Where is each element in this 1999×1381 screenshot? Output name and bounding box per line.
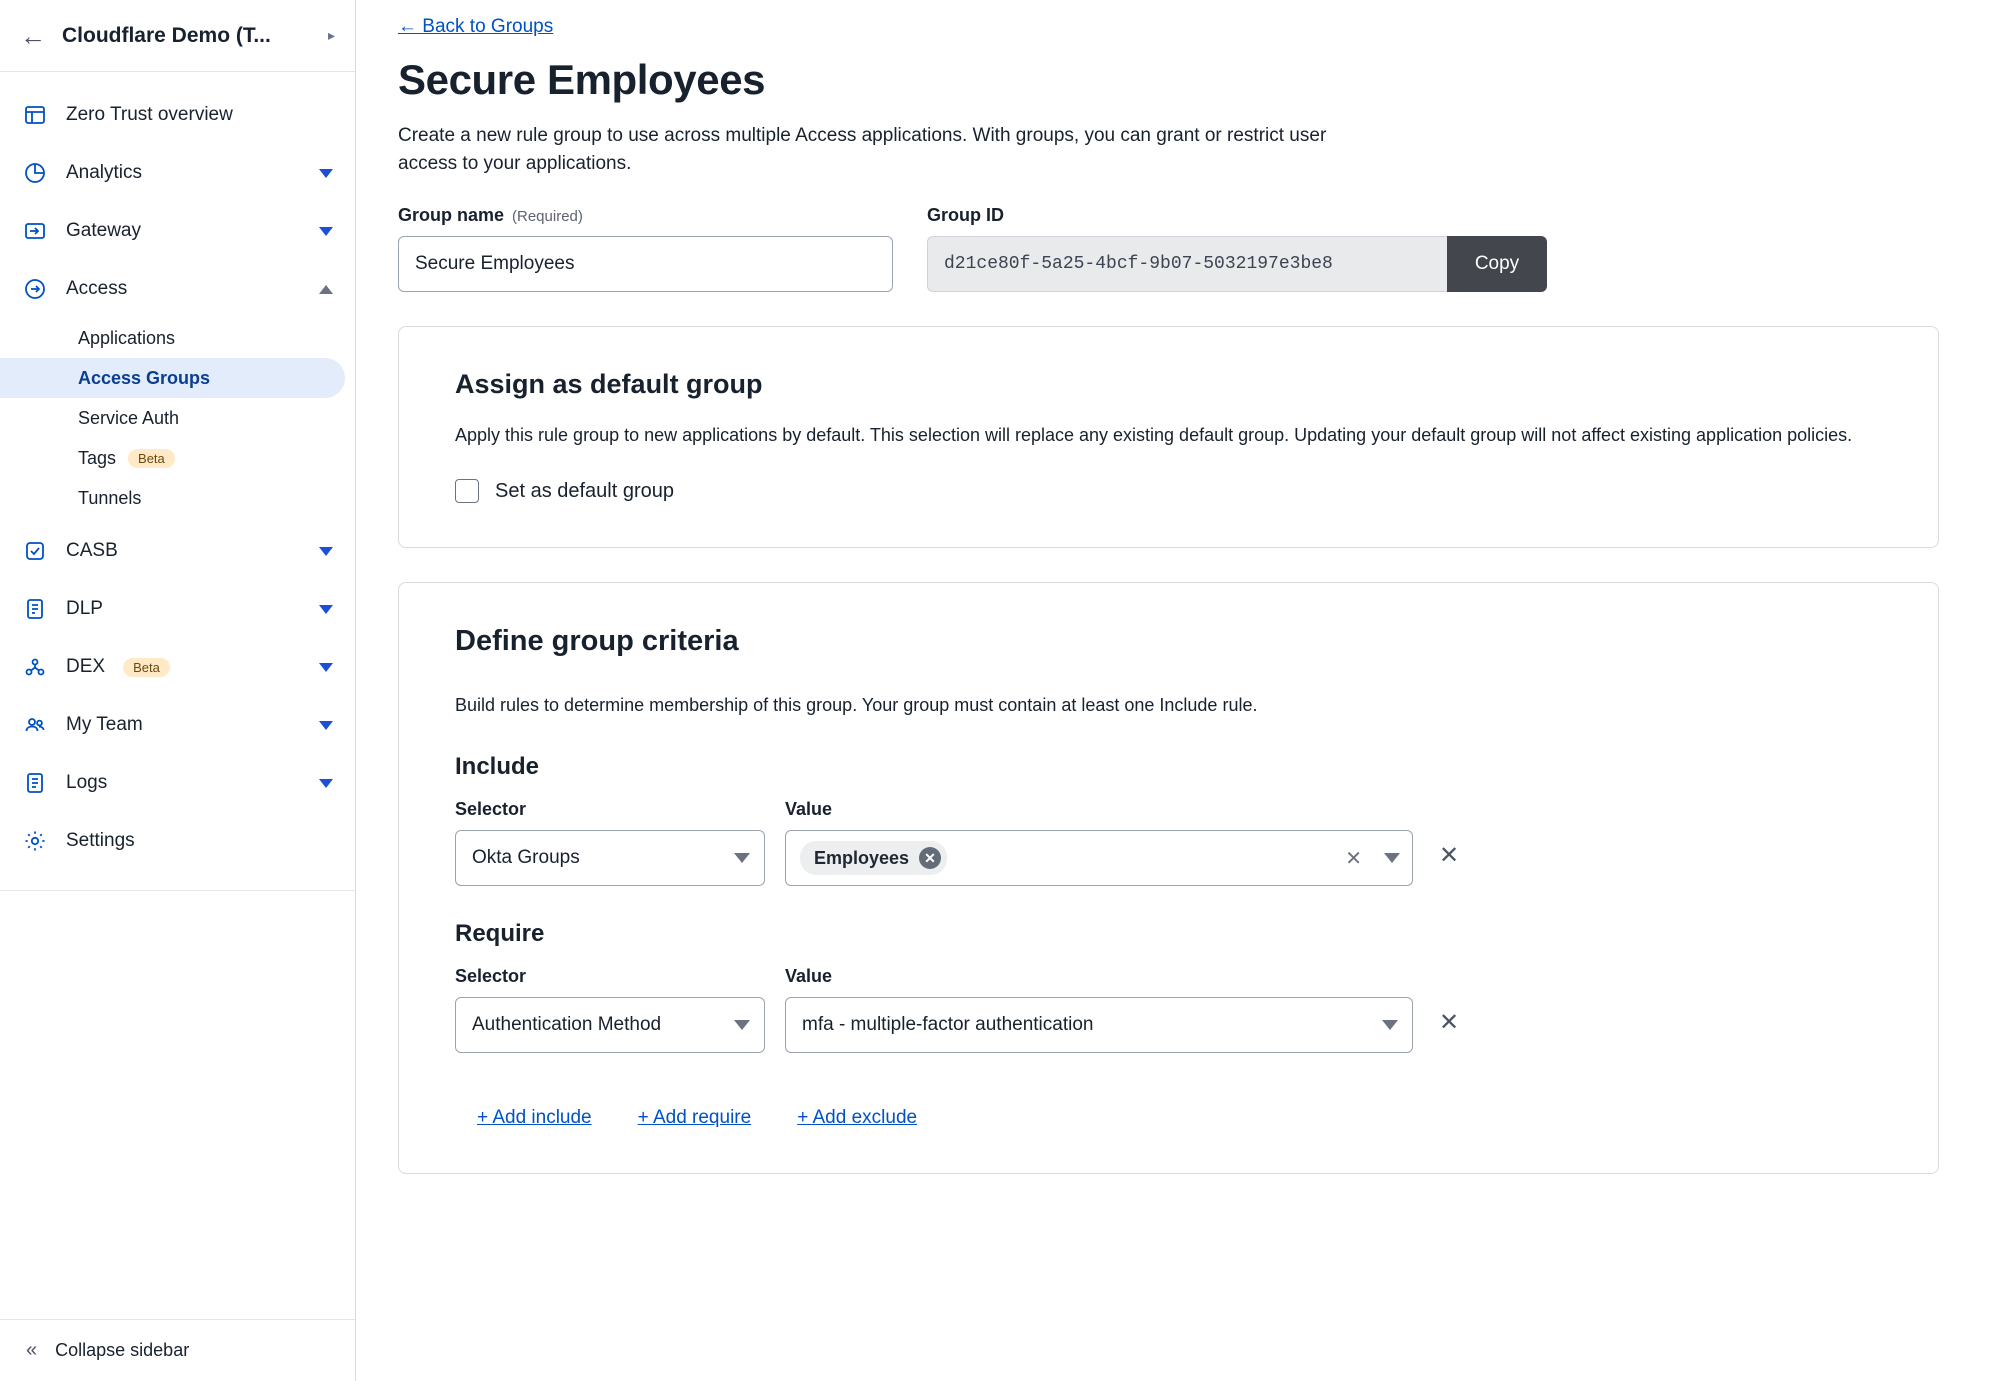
sidebar-item-label: Settings bbox=[66, 830, 135, 851]
default-group-body: Apply this rule group to new applications by default. This selection will replace any existing default group. Updating your default group will not affect existing application policies. bbox=[455, 425, 1853, 446]
include-value-label: Value bbox=[785, 799, 833, 820]
back-to-groups-link[interactable]: ← Back to Groups bbox=[398, 16, 554, 37]
casb-icon bbox=[22, 538, 48, 564]
sidebar-item-label: Logs bbox=[66, 772, 108, 793]
group-name-label: Group name bbox=[398, 205, 505, 226]
require-rule-row bbox=[455, 966, 1886, 1053]
sidebar-item-gateway[interactable] bbox=[0, 202, 355, 260]
require-value-wrap bbox=[785, 966, 1413, 1053]
sidebar-subitem-label: Tunnels bbox=[78, 487, 142, 508]
require-value-dropdown[interactable] bbox=[785, 997, 1413, 1053]
sidebar-item-label: CASB bbox=[66, 540, 118, 561]
include-selector-value: Okta Groups bbox=[472, 847, 580, 869]
sidebar-subitem-label: Access Groups bbox=[78, 367, 211, 388]
group-id-label: Group ID bbox=[927, 205, 1004, 226]
add-rule-actions bbox=[455, 1107, 1886, 1129]
copy-group-id-button[interactable]: Copy bbox=[1447, 236, 1547, 292]
sidebar-item-dlp[interactable] bbox=[0, 580, 355, 638]
assign-default-group-card bbox=[398, 326, 1939, 548]
page-title: Secure Employees bbox=[398, 56, 766, 103]
require-heading: Require bbox=[455, 920, 545, 948]
define-group-criteria-card bbox=[398, 582, 1939, 1174]
analytics-icon bbox=[22, 160, 48, 186]
chevron-down-icon bbox=[734, 1020, 750, 1030]
gateway-icon bbox=[22, 218, 48, 244]
sidebar-item-service-auth[interactable] bbox=[0, 398, 345, 438]
sidebar-item-access-groups[interactable] bbox=[0, 358, 345, 398]
chevron-down-icon[interactable] bbox=[1384, 853, 1400, 863]
include-selector-dropdown[interactable] bbox=[455, 830, 765, 886]
chevron-down-icon[interactable] bbox=[319, 721, 333, 730]
group-name-field-wrap bbox=[398, 205, 893, 292]
include-value-multiselect[interactable] bbox=[785, 830, 1413, 886]
add-include-link[interactable]: + Add include bbox=[477, 1107, 592, 1129]
chevron-down-icon bbox=[1382, 1020, 1398, 1030]
collapse-sidebar-button[interactable] bbox=[0, 1319, 355, 1381]
access-icon bbox=[22, 276, 48, 302]
include-value-wrap bbox=[785, 799, 1413, 886]
sidebar-item-label: Zero Trust overview bbox=[66, 104, 233, 125]
sidebar-divider bbox=[0, 890, 355, 891]
sidebar-item-tags[interactable] bbox=[0, 438, 345, 478]
chevrons-left-icon: « bbox=[26, 1339, 38, 1361]
default-group-title: Assign as default group bbox=[455, 369, 763, 400]
remove-include-rule-icon[interactable]: ✕ bbox=[1439, 842, 1460, 870]
include-selector-wrap bbox=[455, 799, 765, 886]
criteria-title: Define group criteria bbox=[455, 625, 739, 658]
page-description: Create a new rule group to use across multiple Access applications. With groups, you can grant or restrict user access to your applications. bbox=[398, 125, 1327, 174]
sidebar-subitem-label: Service Auth bbox=[78, 407, 180, 428]
group-id-label-row bbox=[927, 205, 1547, 226]
sidebar-subitem-label: Applications bbox=[78, 327, 176, 348]
add-require-link[interactable]: + Add require bbox=[637, 1107, 752, 1129]
require-value-label: Value bbox=[785, 966, 833, 987]
sidebar-item-logs[interactable] bbox=[0, 754, 355, 812]
remove-chip-icon[interactable]: ✕ bbox=[919, 847, 941, 869]
criteria-body: Build rules to determine membership of this group. Your group must contain at least one Include rule. bbox=[455, 695, 1258, 716]
chevron-up-icon[interactable] bbox=[319, 285, 333, 294]
value-chip-label: Employees bbox=[814, 847, 910, 868]
sidebar-item-label: My Team bbox=[66, 714, 143, 735]
chevron-down-icon[interactable] bbox=[319, 547, 333, 556]
require-selector-wrap bbox=[455, 966, 765, 1053]
team-icon bbox=[22, 712, 48, 738]
sidebar-item-label: DLP bbox=[66, 598, 103, 619]
set-default-group-checkbox[interactable] bbox=[455, 479, 479, 503]
sidebar-item-zero-trust-overview[interactable] bbox=[0, 86, 355, 144]
sidebar-item-applications[interactable] bbox=[0, 318, 345, 358]
sidebar-item-casb[interactable] bbox=[0, 522, 355, 580]
chevron-down-icon[interactable] bbox=[319, 169, 333, 178]
chevron-down-icon[interactable] bbox=[319, 663, 333, 672]
group-id-input[interactable] bbox=[927, 236, 1447, 292]
main-content bbox=[356, 0, 1999, 1381]
account-name: Cloudflare Demo (T... bbox=[62, 23, 271, 47]
gear-icon bbox=[22, 828, 48, 854]
sidebar-subitem-label: Tags bbox=[78, 447, 117, 468]
sidebar-item-tunnels[interactable] bbox=[0, 478, 345, 518]
remove-require-rule-icon[interactable]: ✕ bbox=[1439, 1009, 1460, 1037]
group-name-input[interactable] bbox=[398, 236, 893, 292]
group-name-label-row bbox=[398, 205, 893, 226]
add-exclude-link[interactable]: + Add exclude bbox=[797, 1107, 918, 1129]
chevron-down-icon bbox=[734, 853, 750, 863]
beta-badge: Beta bbox=[123, 658, 170, 677]
set-default-group-label: Set as default group bbox=[495, 479, 675, 502]
required-note: (Required) bbox=[512, 208, 583, 226]
chevron-down-icon[interactable] bbox=[319, 779, 333, 788]
value-chip[interactable] bbox=[800, 841, 947, 875]
set-default-group-row[interactable] bbox=[455, 479, 1886, 503]
sidebar bbox=[0, 0, 356, 1381]
sidebar-item-analytics[interactable] bbox=[0, 144, 355, 202]
require-selector-value: Authentication Method bbox=[472, 1014, 662, 1036]
collapse-sidebar-label: Collapse sidebar bbox=[55, 1340, 190, 1360]
include-heading: Include bbox=[455, 753, 540, 781]
include-selector-label: Selector bbox=[455, 799, 527, 820]
group-id-control bbox=[927, 236, 1547, 292]
dashboard-icon bbox=[22, 102, 48, 128]
access-subnav bbox=[0, 318, 355, 522]
chevron-down-icon[interactable] bbox=[319, 227, 333, 236]
logs-icon bbox=[22, 770, 48, 796]
chevron-right-icon[interactable]: ▸ bbox=[327, 27, 335, 43]
sidebar-item-label: DEX bbox=[66, 656, 106, 677]
sidebar-item-label: Access bbox=[66, 278, 128, 299]
require-selector-label: Selector bbox=[455, 966, 527, 987]
dlp-icon bbox=[22, 596, 48, 622]
dex-icon bbox=[22, 654, 48, 680]
include-rule-row bbox=[455, 799, 1886, 886]
account-switcher[interactable] bbox=[0, 0, 355, 72]
sidebar-item-access[interactable] bbox=[0, 260, 355, 318]
sidebar-nav bbox=[0, 72, 355, 1381]
arrow-left-icon[interactable]: ← bbox=[20, 20, 46, 51]
sidebar-item-my-team[interactable] bbox=[0, 696, 355, 754]
sidebar-item-label: Gateway bbox=[66, 220, 141, 241]
group-identity-fields bbox=[398, 205, 1939, 292]
group-id-field-wrap bbox=[927, 205, 1547, 292]
beta-badge: Beta bbox=[128, 449, 175, 468]
sidebar-item-dex[interactable] bbox=[0, 638, 355, 696]
chevron-down-icon[interactable] bbox=[319, 605, 333, 614]
sidebar-item-settings[interactable] bbox=[0, 812, 355, 870]
require-selector-dropdown[interactable] bbox=[455, 997, 765, 1053]
sidebar-item-label: Analytics bbox=[66, 162, 143, 183]
clear-selection-icon[interactable]: ✕ bbox=[1345, 847, 1362, 870]
require-value-text: mfa - multiple-factor authentication bbox=[802, 1014, 1094, 1036]
